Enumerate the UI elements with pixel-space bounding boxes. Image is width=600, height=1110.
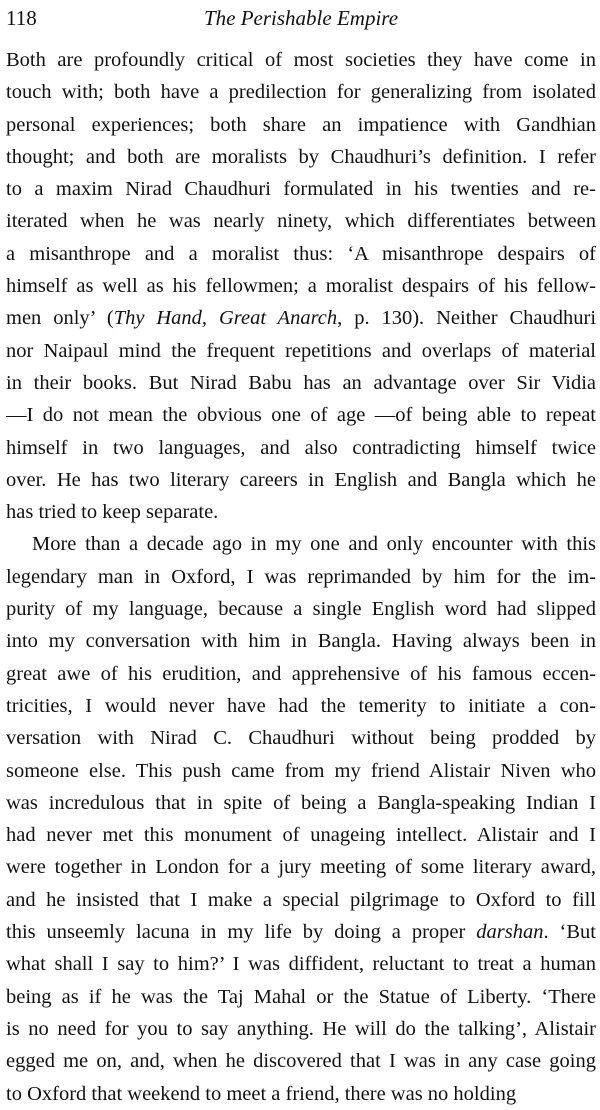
text-line: was incredulous that in spite of being a Bangla-speaking Indian I [6,791,596,814]
text-line: himself as well as his fellowmen; a moralist despairs of his fellow- [6,275,596,298]
text-line: More than a decade ago in my one and only encounter with this [32,533,596,556]
text-line: nor Naipaul mind the frequent repetitions and overlaps of material [6,339,596,362]
book-page [6,0,596,1105]
text-line: what shall I say to him?’ I was diffident, reluctant to treat a human [6,953,596,976]
body-text [6,44,596,1110]
text-line: himself in two languages, and also contradicting himself twice [6,436,596,459]
text-line: into my conversation with him in Bangla. Having always been in [6,630,596,653]
text-line: thought; and both are moralists by Chaudhuri’s definition. I refer [6,145,596,168]
paragraph-1 [6,44,596,528]
text-line: this unseemly lacuna in my life by doing a proper darshan. ‘But [6,921,596,944]
text-line: someone else. This push came from my friend Alistair Niven who [6,759,596,782]
running-head [6,0,596,40]
text-line: and he insisted that I make a special pilgrimage to Oxford to fill [6,888,596,911]
text-line: is no need for you to say anything. He will do the talking’, Alistair [6,1017,596,1040]
text-line: has tried to keep separate. [6,501,219,524]
paragraph-2 [6,528,596,1109]
text-line: men only’ (Thy Hand, Great Anarch, p. 130). Neither Chaudhuri [6,307,596,330]
text-line: great awe of his erudition, and apprehensive of his famous eccen- [6,662,596,685]
text-line: legendary man in Oxford, I was reprimanded by him for the im- [6,565,596,588]
text-line: iterated when he was nearly ninety, which differentiates between [6,210,596,233]
text-line: over. He has two literary careers in English and Bangla which he [6,468,596,491]
text-line: a misanthrope and a moralist thus: ‘A misanthrope despairs of [6,242,596,265]
text-line: —I do not mean the obvious one of age —of being able to repeat [6,404,596,427]
text-line: purity of my language, because a single English word had slipped [6,598,596,621]
text-line: being as if he was the Taj Mahal or the Statue of Liberty. ‘There [6,985,596,1008]
page-number: 118 [6,6,37,30]
text-line: personal experiences; both share an impatience with Gandhian [6,113,596,136]
text-line: touch with; both have a predilection for generalizing from isolated [6,81,596,104]
text-line: tricities, I would never have had the temerity to initiate a con- [6,694,596,717]
text-line: were together in London for a jury meeting of some literary award, [6,856,596,879]
text-line: egged me on, and, when he discovered that I was in any case going [6,1050,596,1073]
text-line: had never met this monument of unageing intellect. Alistair and I [6,824,596,847]
book-title: The Perishable Empire [203,6,399,30]
text-line: Both are profoundly critical of most societies they have come in [6,49,596,71]
text-line: in their books. But Nirad Babu has an advantage over Sir Vidia [6,371,596,394]
text-line: versation with Nirad C. Chaudhuri without being prodded by [6,727,596,750]
text-line: to Oxford that weekend to meet a friend, there was no holding [6,1082,517,1105]
text-line: to a maxim Nirad Chaudhuri formulated in his twenties and re- [6,178,596,201]
